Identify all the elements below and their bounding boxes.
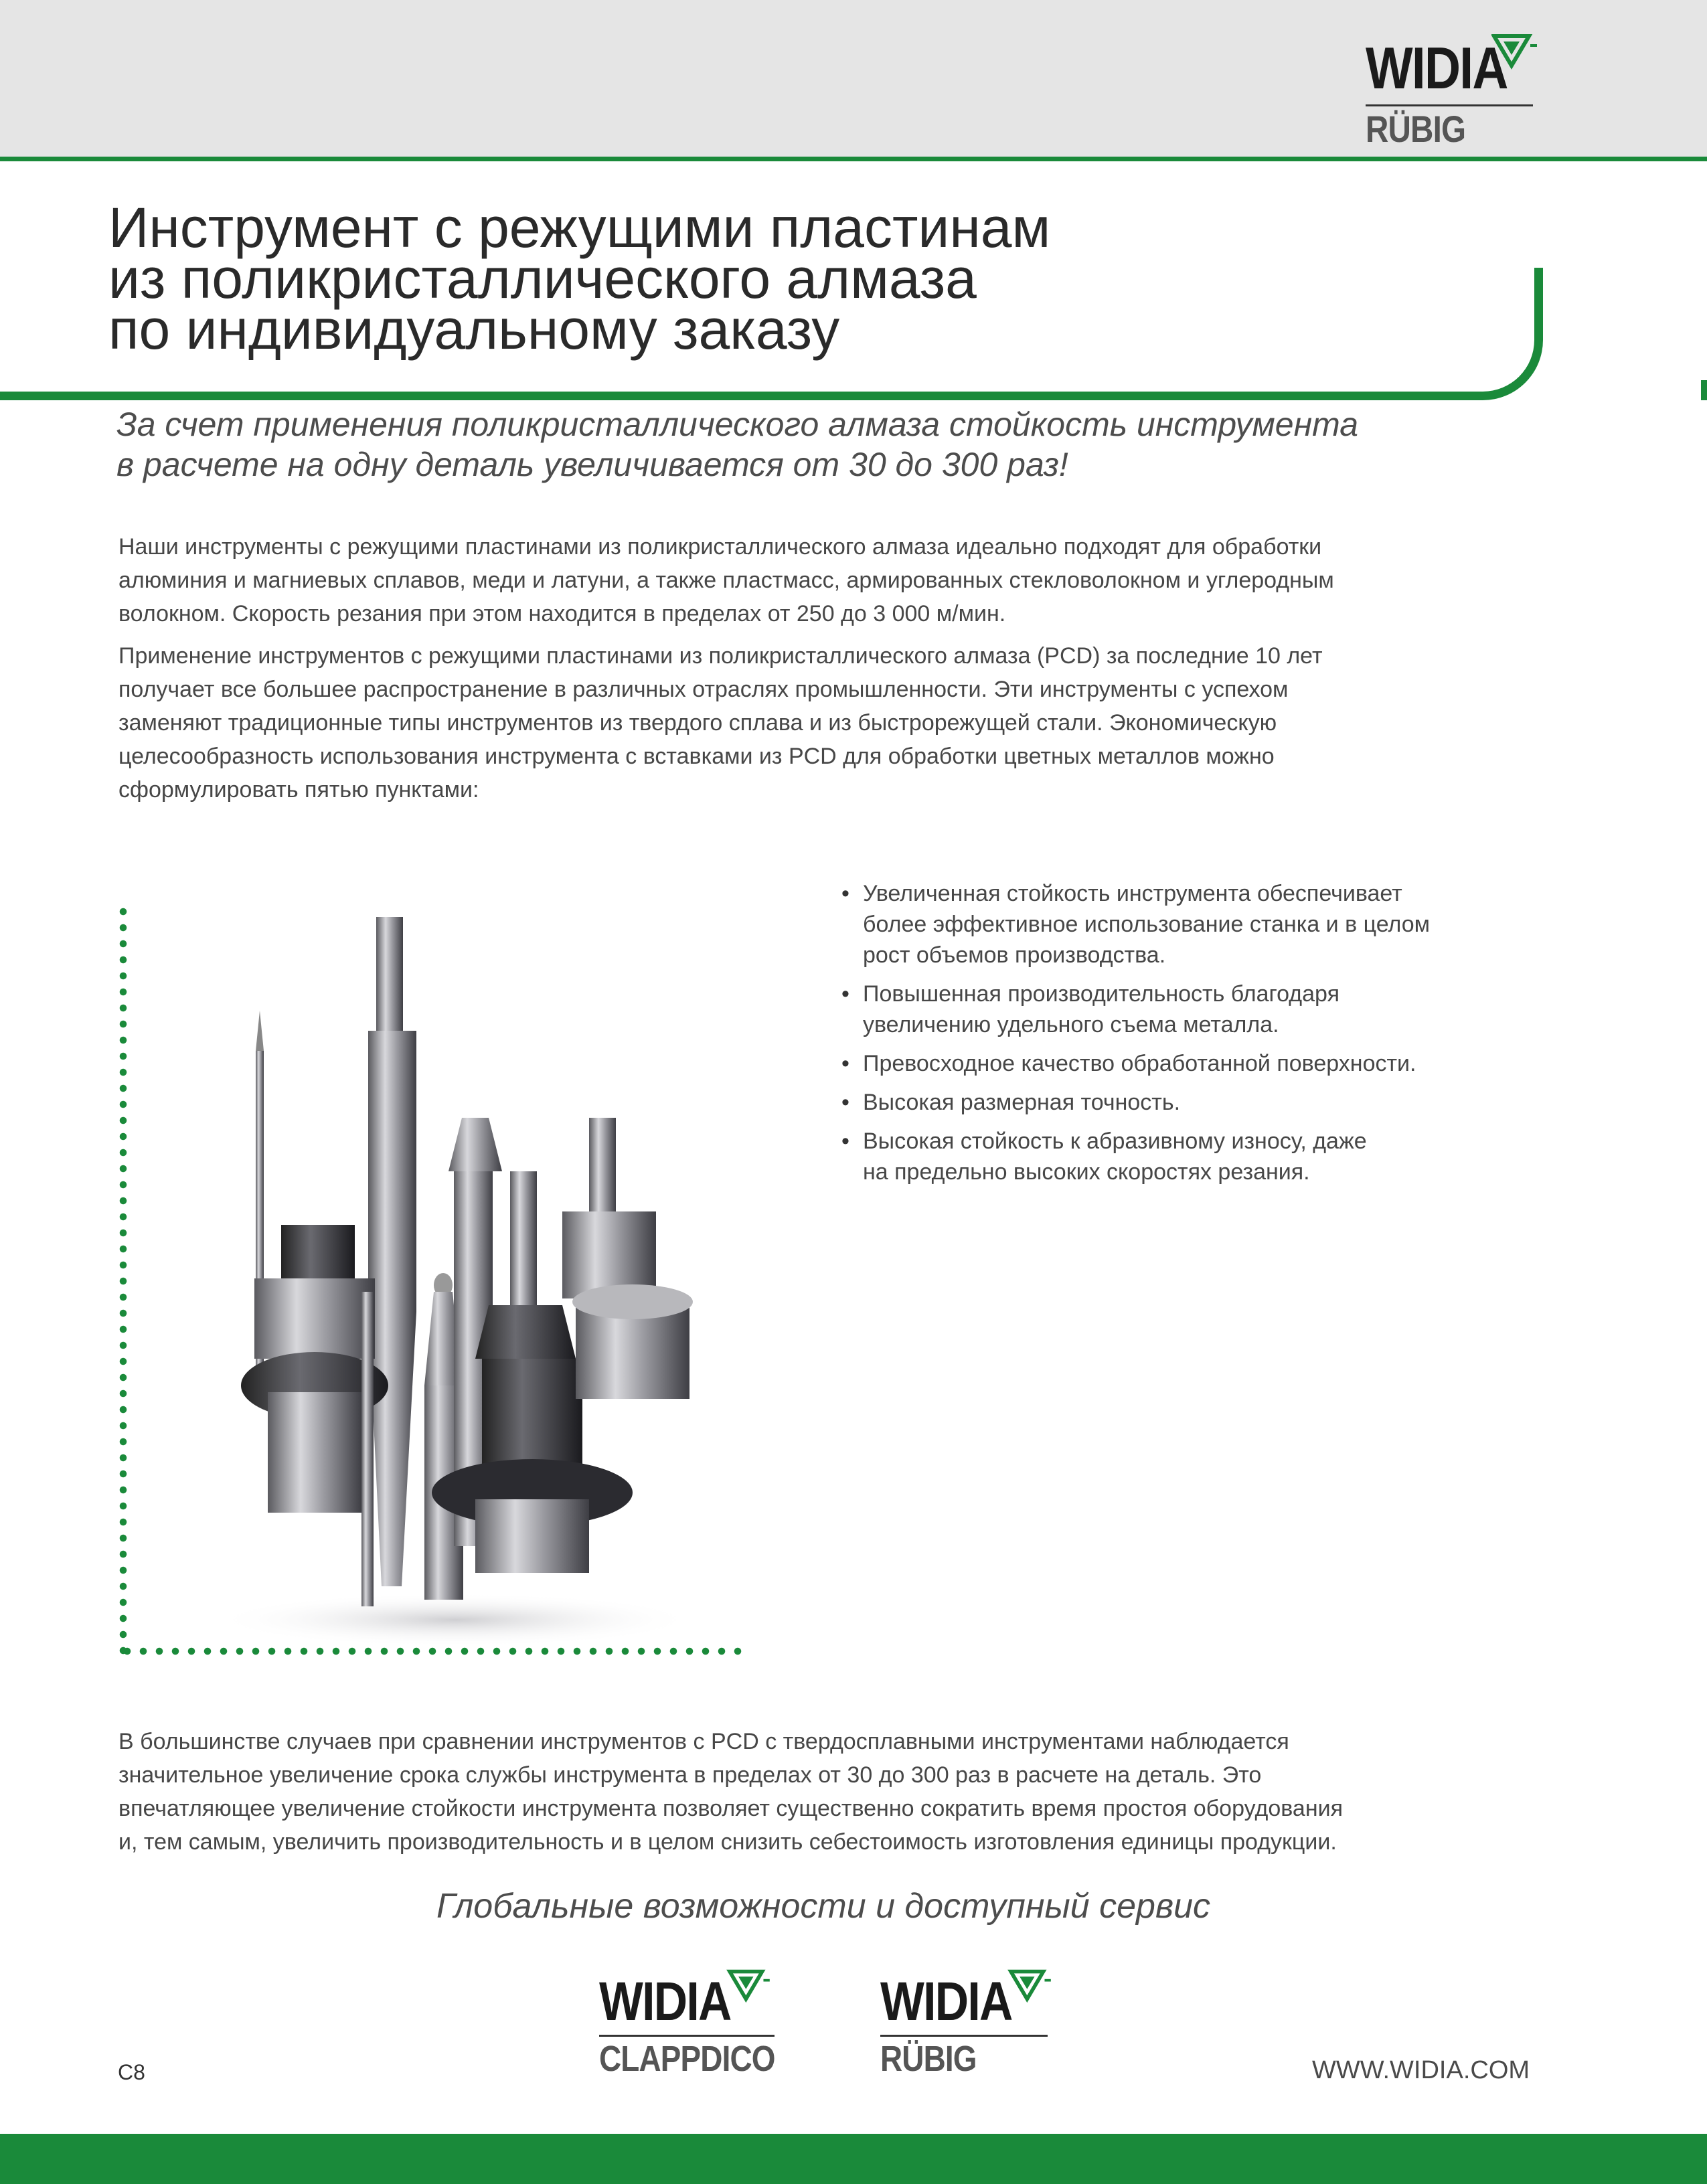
logo-brand: WIDIA [880, 1971, 1012, 2032]
widia-clappdico-logo [599, 1971, 800, 2079]
text-line: получает все большее распространение в различных отраслях промышленности. Эти инструменты с успехом [118, 677, 1289, 702]
widia-rubig-logo [880, 1971, 1054, 2079]
pcd-paragraph [118, 639, 1524, 807]
logo-sub: CLAPPDICO [599, 2039, 775, 2079]
logo-brand: WIDIA [599, 1971, 731, 2032]
subtitle [116, 404, 1489, 485]
benefits-list [840, 878, 1563, 1195]
logo-divider [1366, 104, 1533, 106]
list-item [840, 1126, 1563, 1187]
text-line: алюминия и магниевых сплавов, меди и латуни, а также пластмасс, армированных стекловолокном и углеродным [118, 568, 1334, 593]
text-line: волокном. Скорость резания при этом находится в пределах от 250 до 3 000 м/мин. [118, 601, 1006, 626]
list-item [840, 1087, 1563, 1118]
slogan: Глобальные возможности и доступный сервис [436, 1887, 1211, 1926]
page-title [108, 196, 1481, 361]
logo-brand: WIDIA [1366, 35, 1508, 101]
bullet-line: • Высокая размерная точность. [863, 1090, 1181, 1115]
subtitle-line: За счет применения поликристаллического алмаза стойкость инструмента [116, 406, 1359, 443]
page-number: C8 [118, 2060, 145, 2084]
bullet-line: рост объемов производства. [863, 942, 1166, 968]
header-green-rule [0, 157, 1707, 161]
text-line: сформулировать пятью пунктами: [118, 777, 479, 803]
intro-paragraph [118, 530, 1524, 631]
bullet-line: более эффективное использование станка и в целом [863, 912, 1430, 937]
website-link[interactable]: WWW.WIDIA.COM [1312, 2056, 1530, 2084]
footer-band [0, 2134, 1707, 2184]
widia-rubig-logo [1366, 35, 1540, 150]
logo-sub: RÜBIG [880, 2039, 977, 2079]
logo-divider [880, 2035, 1048, 2037]
bullet-line: • Превосходное качество обработанной поверхности. [863, 1051, 1416, 1076]
logo-divider [599, 2035, 775, 2037]
comparison-paragraph [118, 1725, 1524, 1859]
text-line: Наши инструменты с режущими пластинами из поликристаллического алмаза идеально подходят для обработки [118, 534, 1322, 560]
list-item [840, 878, 1563, 971]
bullet-line: • Высокая стойкость к абразивному износу, даже [863, 1128, 1367, 1154]
bullet-line: • Увеличенная стойкость инструмента обеспечивает [863, 881, 1402, 906]
text-line: значительное увеличение срока службы инструмента в пределах от 30 до 300 раз в расчете на деталь. Это [118, 1762, 1262, 1788]
list-item [840, 979, 1563, 1040]
bullet-line: на предельно высоких скоростях резания. [863, 1159, 1310, 1185]
dotted-frame-left [119, 904, 127, 1657]
text-line: В большинстве случаев при сравнении инструментов с PCD с твердосплавными инструментами наблюдается [118, 1729, 1289, 1754]
logo-sub: RÜBIG [1366, 108, 1466, 150]
text-line: впечатляющее увеличение стойкости инструмента позволяет существенно сократить время простоя оборудования [118, 1796, 1343, 1821]
list-item [840, 1048, 1563, 1079]
bullet-line: увеличению удельного съема металла. [863, 1012, 1279, 1037]
title-line: из поликристаллического алмаза [108, 247, 977, 310]
side-tab-marker [1701, 380, 1707, 400]
title-line: Инструмент с режущими пластинам [108, 196, 1051, 259]
dotted-frame-bottom [119, 1647, 744, 1655]
text-line: целесообразность использования инструмента с вставками из PCD для обработки цветных металлов можно [118, 744, 1275, 769]
bullet-line: • Повышенная производительность благодаря [863, 981, 1339, 1007]
text-line: заменяют традиционные типы инструментов из твердого сплава и из быстрорежущей стали. Экономическую [118, 710, 1277, 736]
subtitle-line: в расчете на одну деталь увеличивается от 30 до 300 раз! [116, 446, 1068, 483]
text-line: Применение инструментов с режущими пластинами из поликристаллического алмаза (PCD) за последние 10 лет [118, 643, 1323, 669]
pcd-tools-photo [201, 877, 710, 1647]
title-line: по индивидуальному заказу [108, 298, 840, 361]
text-line: и, тем самым, увеличить производительность и в целом снизить себестоимость изготовления единицы продукции. [118, 1829, 1337, 1855]
